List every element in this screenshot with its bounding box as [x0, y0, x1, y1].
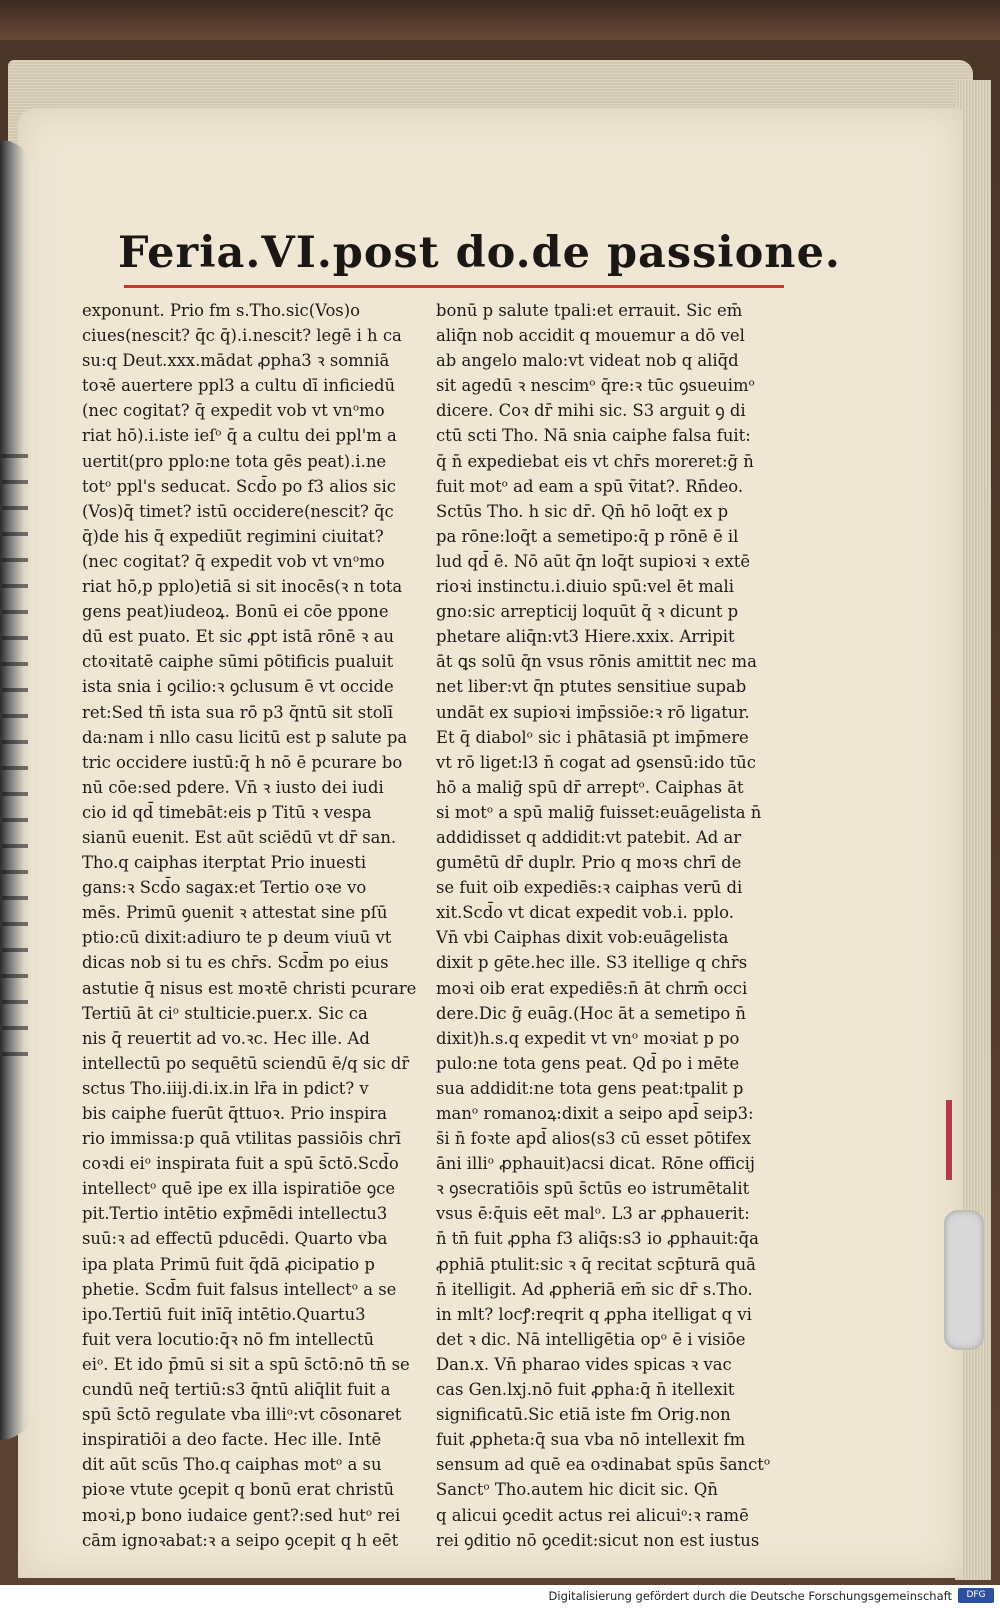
- text-line: astutie q̄ nisus est moꝛtē christi pcurare: [82, 978, 417, 998]
- footer-bar: [0, 1585, 1000, 1608]
- text-line: moꝛi oib erat expediēs:n̄ āt chrm̄ occi: [436, 978, 748, 998]
- text-line: su:q Deut.xxx.mādat ꝓpha3 ꝛ somniā: [82, 351, 390, 371]
- text-column-right: [436, 298, 781, 1553]
- text-line: ipa plata Primū fuit q̄dā ꝓicipatio p: [82, 1254, 375, 1274]
- text-line: fuit motᵒ ad eam a spū v̄itat?. Rn̄deo.: [436, 476, 744, 496]
- text-line: q alicui ꝯcedit actus rei alicuiᵒ:ꝛ ramē: [436, 1505, 749, 1525]
- text-line: vsus ē:q̄uis eēt malᵒ. L3 ar ꝓphauerit:: [436, 1204, 750, 1224]
- text-line: bonū p salute tpali:et errauit. Sic em̄: [436, 301, 743, 320]
- text-line: pioꝛe vtute ꝯcepit q bonū erat christū: [82, 1480, 395, 1500]
- text-line: da:nam i nllo casu licitū est p salute pa: [82, 727, 408, 747]
- text-line: s̄i n̄ foꝛte apd̄ alios(s3 cū esset pōtifex: [436, 1129, 751, 1149]
- page-heading: Feria.VI.post do.de passione.: [118, 228, 841, 278]
- text-line: rei ꝯditio nō ꝯcedit:sicut non est iustus: [436, 1530, 760, 1550]
- text-line: undāt ex supioꝛi imp̄ssiōe:ꝛ rō ligatur.: [436, 702, 750, 722]
- text-line: moꝛi,p bono iudaice gent?:sed hutᵒ rei: [82, 1505, 401, 1525]
- text-line: cio id qd̄ timebāt:eis p Titū ꝛ vespa: [82, 802, 372, 822]
- text-line: āni illiᵒ ꝓphauit)acsi dicat. Rōne officij: [436, 1154, 756, 1174]
- text-line: sianū euenit. Est aūt sciēdū vt dr̄ san.: [82, 827, 397, 847]
- text-line: Dan.x. Vn̄ pharao vides spicas ꝛ vac: [436, 1354, 732, 1374]
- text-line: ista snia i ꝯcilio:ꝛ ꝯclusum ē vt occide: [82, 677, 394, 697]
- text-line: eiᵒ. Et ido p̄mū si sit a spū s̄ctō:nō tn̄ se: [82, 1354, 410, 1374]
- text-line: (nec cogitat? q̄ expedit vob vt vnᵒmo: [82, 401, 385, 421]
- text-line: si motᵒ a spū maliḡ fuisset:euāgelista n̄: [436, 802, 762, 822]
- text-line: ctoꝛitatē caiphe sūmi pōtificis pualuit: [82, 652, 394, 672]
- text-line: n̄ tn̄ fuit ꝓpha f3 aliq̄s:s3 io ꝓphauit:q̄a: [436, 1229, 759, 1249]
- text-line: fuit ꝓpheta:q̄ sua vba nō intellexit fm: [436, 1430, 746, 1450]
- text-line: hō a maliḡ spū dr̄ arreptᵒ. Caiphas āt: [436, 777, 744, 797]
- text-line: gumētū dr̄ duplr. Prio q moꝛs chrī de: [436, 853, 742, 873]
- text-line: riat hō,p pplo)etiā si sit inocēs(ꝛ n tota: [82, 577, 403, 597]
- text-line: vt rō liget:l3 n̄ cogat ad ꝯsensū:ido tūc: [436, 752, 756, 772]
- text-line: se fuit oib expediēs:ꝛ caiphas verū di: [436, 878, 743, 898]
- text-line: ciues(nescit? q̄c q̄).i.nescit? legē i h ca: [82, 326, 402, 346]
- text-line: Vn̄ vbi Caiphas dixit vob:euāgelista: [436, 928, 729, 948]
- text-line: cas Gen.lxj.nō fuit ꝓpha:q̄ n̄ itellexit: [436, 1380, 735, 1400]
- text-line: intellectū po sequētū sciendū ē/q sic dr̄: [82, 1053, 410, 1073]
- text-line: n̄ itelligit. Ad ꝓpheriā em̄ sic dr̄ s.Tho.: [436, 1279, 753, 1299]
- text-line: dere.Dic ḡ euāg.(Hoc āt a semetipo n̄: [436, 1003, 746, 1023]
- text-line: spū s̄ctō regulate vba illiᵒ:vt cōsonaret: [82, 1405, 402, 1425]
- text-line: net liber:vt q̄n ptutes sensitiue supab: [436, 677, 747, 697]
- text-line: suū:ꝛ ad effectū pducēdi. Quarto vba: [82, 1229, 388, 1249]
- text-line: exponunt. Prio fm s.Tho.sic(Vos)o: [82, 301, 360, 320]
- text-line: ctū scti Tho. Nā snia caiphe falsa fuit:: [436, 426, 751, 446]
- text-line: (nec cogitat? q̄ expedit vob vt vnᵒmo: [82, 551, 385, 571]
- text-line: Tertiū āt ciᵒ stulticie.puer.x. Sic ca: [82, 1003, 368, 1023]
- text-line: dicere. Coꝛ dr̄ mihi sic. S3 arguit ꝯ di: [436, 401, 746, 421]
- text-line: bis caiphe fuerūt q̄ttuoꝛ. Prio inspira: [82, 1104, 388, 1123]
- text-line: pit.Tertio intētio exp̄mēdi intellectu3: [82, 1204, 388, 1224]
- text-line: fuit vera locutio:q̄ꝛ nō fm intellectū: [82, 1329, 375, 1349]
- text-line: dixit p gēte.hec ille. S3 itellige q chr̄s: [436, 953, 748, 973]
- text-line: sensum ad quē ea oꝛdinabat spūs s̄anctᵒ: [436, 1455, 771, 1475]
- text-line: ab angelo malo:vt videat nob q aliq̄d: [436, 351, 739, 371]
- text-line: gans:ꝛ Scd̄o sagax:et Tertio oꝛe vo: [82, 878, 367, 898]
- text-line: ipo.Tertiū fuit inīq̄ intētio.Quartu3: [82, 1304, 366, 1324]
- text-line: q̄ n̄ expediebat eis vt chr̄s moreret:ḡ n̄: [436, 451, 754, 471]
- text-line: coꝛdi eiᵒ inspirata fuit a spū s̄ctō.Scd̄o: [82, 1154, 399, 1174]
- text-line: toꝛē auertere ppl3 a cultu dī inficiedū: [82, 376, 396, 396]
- left-page-text-fragment: [2, 440, 28, 1060]
- text-line: xit.Scd̄o vt dicat expedit vob.i. pplo.: [436, 903, 734, 923]
- text-line: significatū.Sic etiā iste fm Orig.non: [436, 1405, 731, 1425]
- text-line: āt ꝗs solū q̄n vsus rōnis amittit nec ma: [436, 652, 757, 672]
- text-line: cām ignoꝛabat:ꝛ a seipo ꝯcepit q h eēt: [82, 1530, 399, 1550]
- page-clip: [944, 1210, 984, 1350]
- text-line: uertit(pro pplo:ne tota gēs peat).i.ne: [82, 451, 387, 471]
- text-line: sctus Tho.iiij.di.ix.in lr̄a in pdict? v: [82, 1078, 369, 1098]
- text-line: Et q̄ diabolᵒ sic i phātasiā pt imp̄mere: [436, 727, 749, 747]
- footer-credit: Digitalisierung gefördert durch die Deutsche Forschungsgemeinschaft: [548, 1589, 952, 1603]
- text-line: (Vos)q̄ timet? istū occidere(nescit? q̄c: [82, 501, 394, 521]
- text-line: in mlt? locꝭ:reqrit q ꝓpha itelligat q vi: [436, 1304, 752, 1324]
- text-line: pa rōne:loq̄t a semetipo:q̄ p rōnē ē il: [436, 526, 739, 546]
- text-line: gno:sic arrepticij loquūt q̄ ꝛ dicunt p: [436, 602, 739, 622]
- text-line: sua addidit:ne tota gens peat:tpalit p: [436, 1078, 744, 1098]
- text-line: lud qd̄ ē. Nō aūt q̄n loq̄t supioꝛi ꝛ extē: [436, 551, 751, 571]
- text-column-left: [82, 298, 427, 1553]
- text-line: q̄)de his q̄ expediūt regimini ciuitat?: [82, 526, 384, 546]
- text-line: tric occidere iustū:q̄ h nō ē pcurare bo: [82, 752, 403, 772]
- text-line: addidisset q addidit:vt patebit. Ad ar: [436, 827, 742, 847]
- text-line: sit agedū ꝛ nescimᵒ q̄re:ꝛ tūc ꝯsueuimᵒ: [436, 376, 755, 396]
- bookmark-tab: [946, 1100, 952, 1180]
- text-line: riat hō).i.iste ieſᵒ q̄ a cultu dei ppl'm a: [82, 426, 397, 446]
- text-line: rioꝛi instinctu.i.diuio spū:vel ēt mali: [436, 577, 735, 597]
- heading-rule: [124, 285, 784, 288]
- text-line: intellectᵒ quē ipe ex illa ispiratiōe ꝯce: [82, 1179, 396, 1199]
- text-line: aliq̄n nob accidit q mouemur a dō vel: [436, 326, 745, 346]
- text-line: dixit)h.s.q expedit vt vnᵒ moꝛiat p po: [436, 1028, 740, 1048]
- dfg-logo: DFG: [958, 1588, 994, 1603]
- text-line: rio immissa:p quā vtilitas passiōis chrī: [82, 1129, 402, 1149]
- text-line: ret:Sed tn̄ ista sua rō p3 q̄ntū sit stolī: [82, 702, 394, 722]
- text-line: mēs. Primū ꝯuenit ꝛ attestat sine pſū: [82, 903, 388, 923]
- text-line: nū cōe:sed pdere. Vn̄ ꝛ iusto dei iudi: [82, 777, 384, 797]
- text-line: pulo:ne tota gens peat. Qd̄ po i mēte: [436, 1053, 740, 1073]
- text-line: cundū neq̄ tertiū:s3 q̄ntū aliq̄lit fuit a: [82, 1380, 391, 1400]
- text-line: manᵒ romanoꝝ:dixit a seipo apd̄ seip3:: [436, 1104, 754, 1123]
- text-line: nis q̄ reuertit ad vo.ꝛc. Hec ille. Ad: [82, 1028, 370, 1048]
- left-page-curl: [0, 140, 34, 1440]
- text-line: inspiratiōi a deo facte. Hec ille. Intē: [82, 1430, 382, 1450]
- text-line: Sanctᵒ Tho.autem hic dicit sic. Qn̄: [436, 1480, 718, 1500]
- book-cover-top: [0, 0, 1000, 40]
- text-line: gens peat)iudeoꝝ. Bonū ei cōe ppone: [82, 602, 389, 622]
- text-line: dū est puato. Et sic ꝓpt istā rōnē ꝛ au: [82, 627, 395, 647]
- text-line: ꝓphiā ptulit:sic ꝛ q̄ recitat scp̄turā quā: [436, 1254, 756, 1274]
- text-line: ptio:cū dixit:adiuro te p deum viuū vt: [82, 928, 392, 948]
- text-line: ꝛ ꝯsecratiōis spū s̄ctūs eo istrumētalit: [436, 1179, 750, 1199]
- text-line: dicas nob si tu es chr̄s. Scd̄m po eius: [82, 953, 389, 973]
- text-line: Sctūs Tho. h sic dr̄. Qn̄ hō loq̄t ex p: [436, 501, 729, 521]
- text-line: phetie. Scd̄m fuit falsus intellectᵒ a se: [82, 1279, 397, 1299]
- text-line: phetare aliq̄n:vt3 Hiere.xxix. Arripit: [436, 627, 735, 647]
- text-line: totᵒ ppl's seducat. Scd̄o po f3 alios sic: [82, 476, 396, 496]
- text-line: dit aūt scūs Tho.q caiphas motᵒ a su: [82, 1455, 382, 1475]
- text-line: det ꝛ dic. Nā intelligētia opᵒ ē i visiōe: [436, 1329, 746, 1349]
- text-line: Tho.q caiphas iterptat Prio inuesti: [82, 853, 367, 873]
